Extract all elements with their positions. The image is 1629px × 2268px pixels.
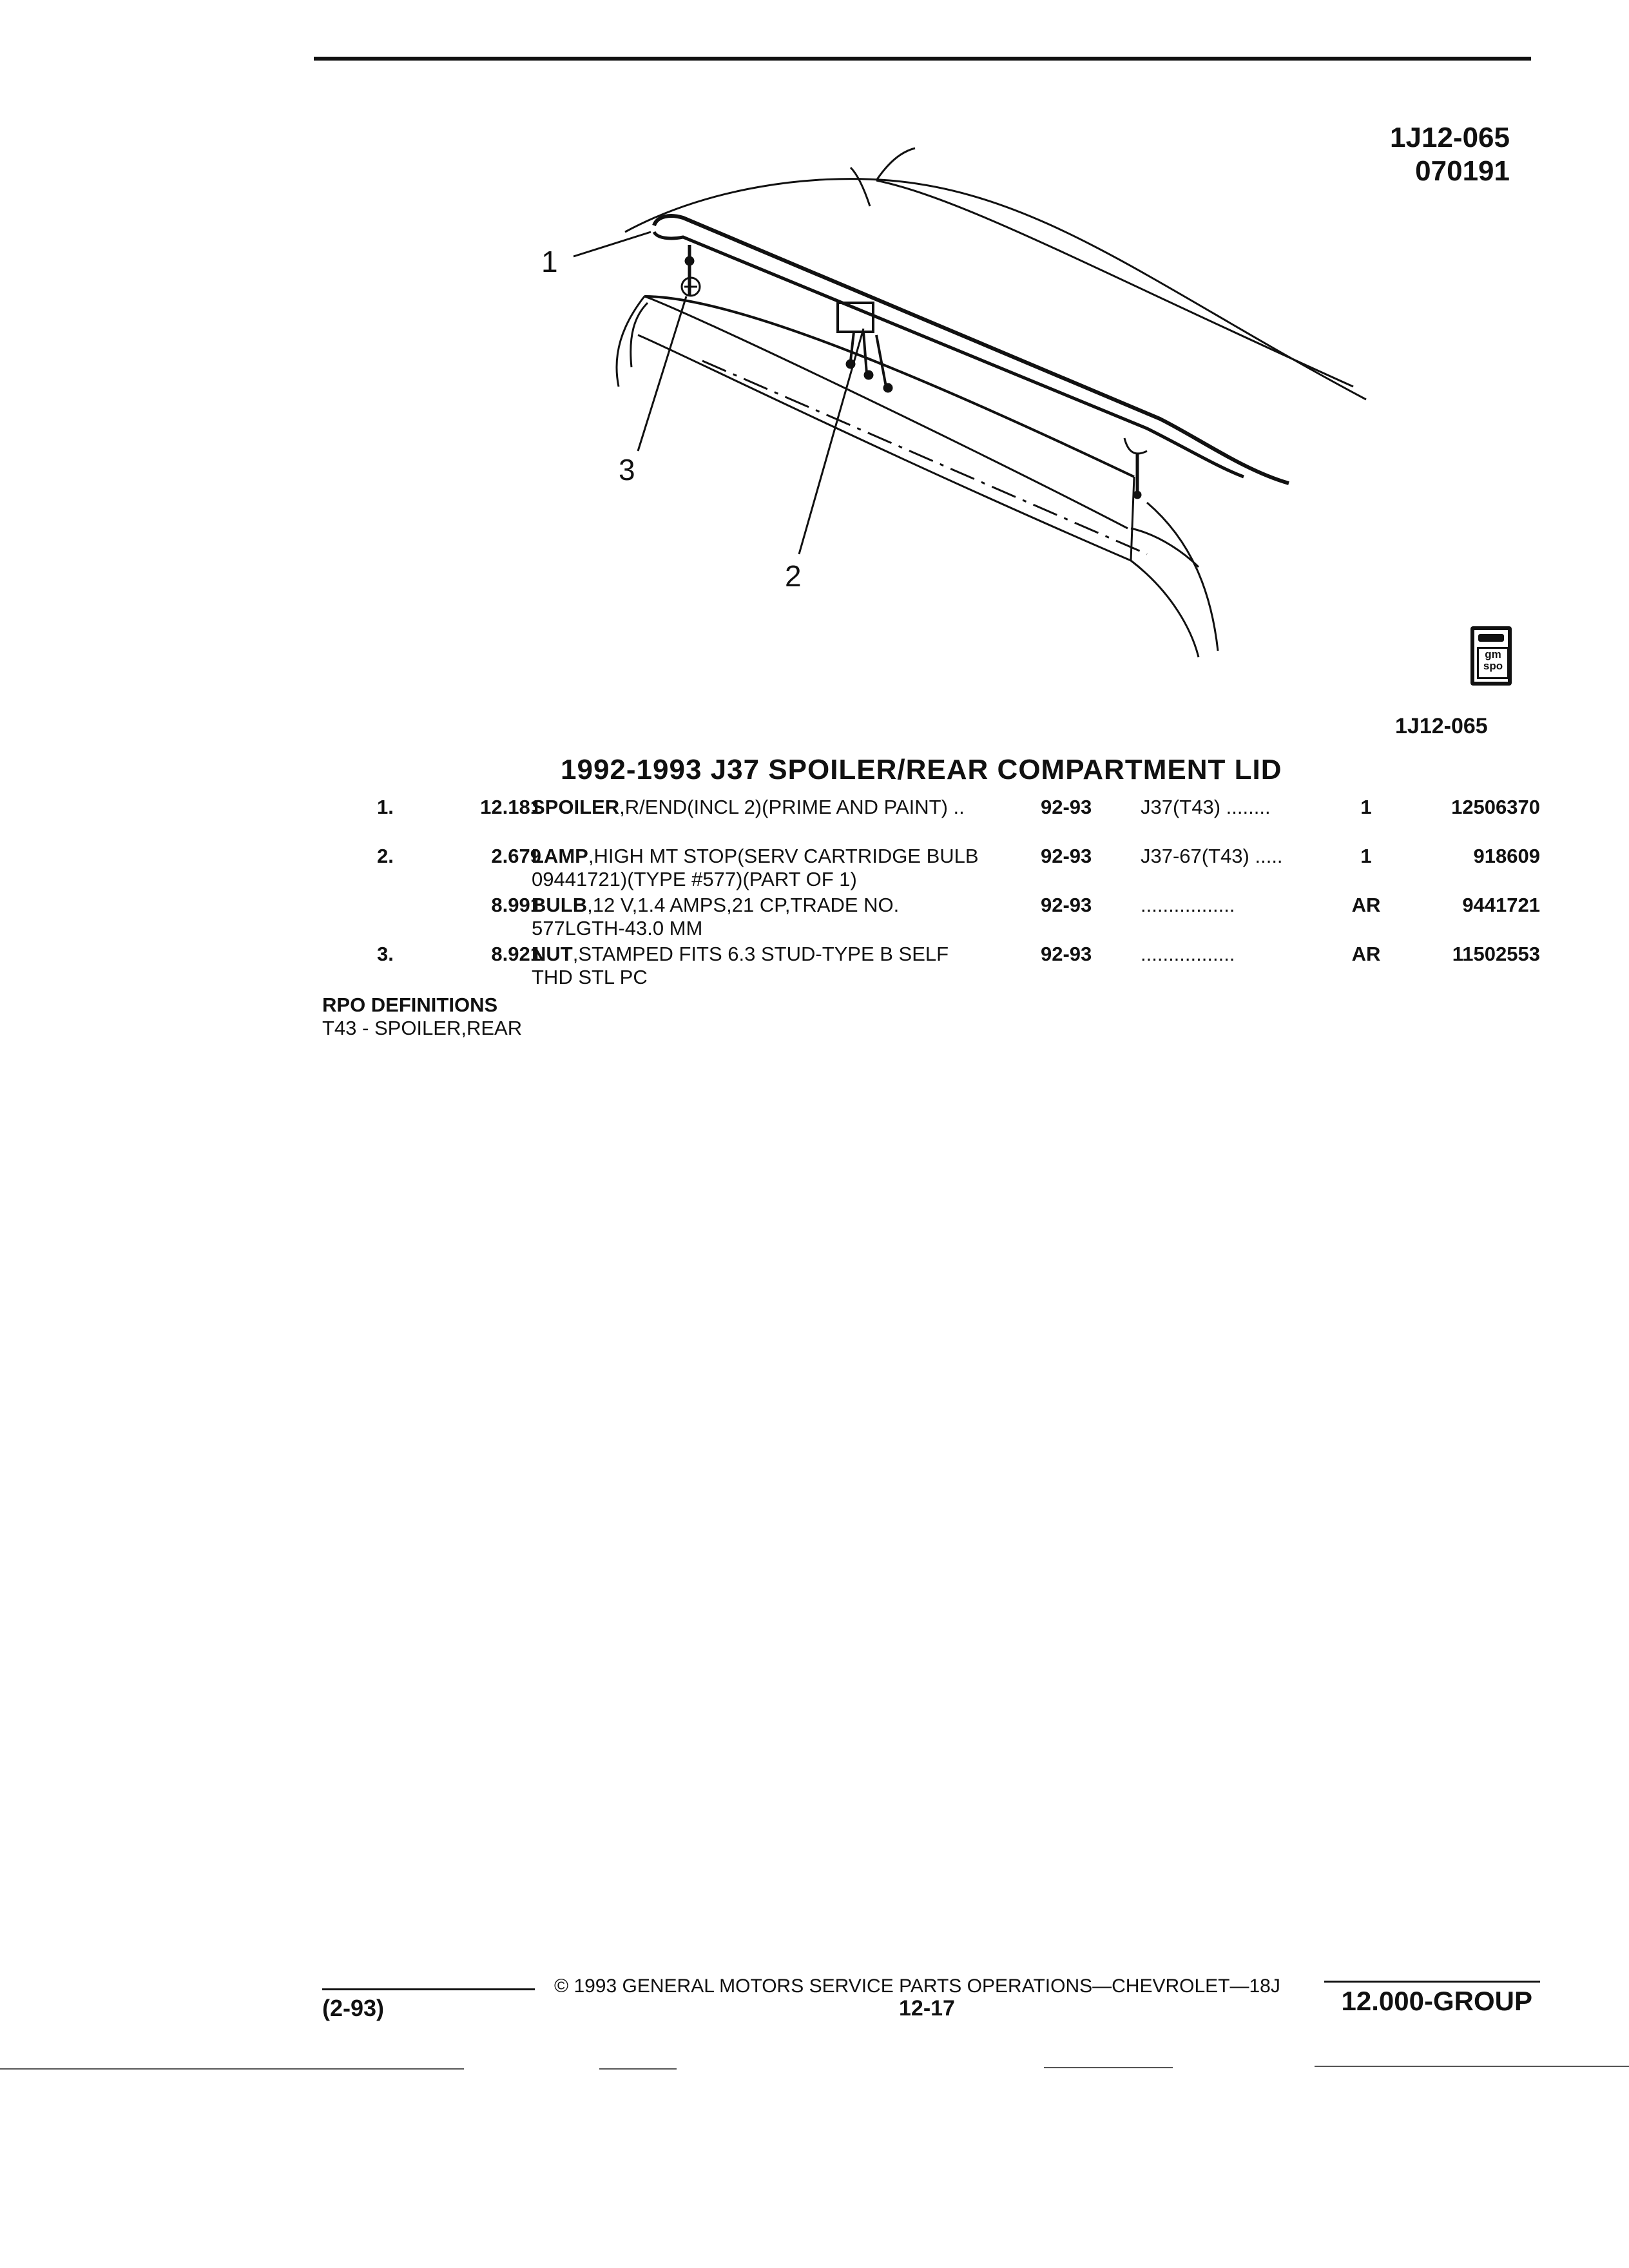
part-number: 9441721 xyxy=(1462,894,1540,916)
part-detail: ,12 V,1.4 AMPS,21 CP,TRADE NO. xyxy=(587,894,900,916)
application xyxy=(1141,943,1235,966)
leader-dots: ................. xyxy=(1141,894,1235,916)
scan-artifact-line xyxy=(1044,2067,1173,2068)
part-description: SPOILER,R/END(INCL 2)(PRIME AND PAINT) .. xyxy=(532,796,965,818)
rpo-definitions xyxy=(322,994,522,1040)
parts-row xyxy=(335,796,1540,845)
item-number: 1. xyxy=(377,796,394,818)
parts-row xyxy=(335,894,1540,943)
model-years: 92-93 xyxy=(1041,845,1092,867)
part-detail-2: 09441721)(TYPE #577)(PART OF 1) xyxy=(532,868,857,890)
scan-artifact-line xyxy=(599,2068,677,2070)
footer-rule-right xyxy=(1324,1981,1540,1983)
leader-dots: ........ xyxy=(1226,796,1271,818)
rpo-heading: RPO DEFINITIONS xyxy=(322,994,498,1016)
part-detail: ,HIGH MT STOP(SERV CARTRIDGE BULB xyxy=(588,845,979,867)
application: J37(T43) ........ xyxy=(1141,796,1271,818)
section-ref: 1J12-065 xyxy=(1395,714,1488,738)
part-name: SPOILER xyxy=(532,796,620,818)
model-years: 92-93 xyxy=(1041,796,1092,818)
group-number: 8.991 xyxy=(491,894,541,916)
footer-rule-left xyxy=(322,1988,535,1990)
part-name: LAMP xyxy=(532,845,588,867)
part-description xyxy=(532,943,1054,989)
part-name: NUT xyxy=(532,943,573,965)
application: J37-67(T43) ..... xyxy=(1141,845,1283,867)
header-rule xyxy=(314,57,1531,61)
part-detail: ,R/END(INCL 2)(PRIME AND PAINT) xyxy=(619,796,948,818)
application xyxy=(1141,894,1235,917)
group-number: 12.181 xyxy=(480,796,541,818)
group-number: 2.679 xyxy=(491,845,541,867)
parts-row xyxy=(335,943,1540,992)
model-years: 92-93 xyxy=(1041,943,1092,965)
quantity: 1 xyxy=(1360,796,1372,818)
quantity: AR xyxy=(1351,894,1381,916)
item-number: 3. xyxy=(377,943,394,965)
section-title: 1992-1993 J37 SPOILER/REAR COMPARTMENT LID xyxy=(561,754,1282,785)
scan-artifact-line xyxy=(0,2068,464,2070)
page-number: 12-17 xyxy=(899,1996,955,2021)
gm-spo-logo-text: gm spo xyxy=(1477,647,1509,679)
ref-date: 070191 xyxy=(1415,155,1510,187)
quantity: 1 xyxy=(1360,845,1372,867)
item-number: 2. xyxy=(377,845,394,867)
quantity: AR xyxy=(1351,943,1381,965)
parts-list xyxy=(335,796,1540,992)
part-name: BULB xyxy=(532,894,588,916)
part-description xyxy=(532,894,1054,940)
part-detail: ,STAMPED FITS 6.3 STUD-TYPE B SELF xyxy=(572,943,949,965)
revision-date: (2-93) xyxy=(322,1995,385,2021)
part-description xyxy=(532,845,1054,891)
group-label: 12.000-GROUP xyxy=(1341,1986,1532,2016)
part-detail-2: 577LGTH-43.0 MM xyxy=(532,917,703,939)
spoiler-diagram xyxy=(516,142,1405,670)
part-number: 11502553 xyxy=(1452,943,1540,965)
callout-2: 2 xyxy=(785,559,802,593)
model-years: 92-93 xyxy=(1041,894,1092,916)
scan-artifact-line xyxy=(1315,2066,1629,2067)
callout-3: 3 xyxy=(619,453,635,486)
group-number: 8.921 xyxy=(491,943,541,965)
copyright: © 1993 GENERAL MOTORS SERVICE PARTS OPERATIONS—CHEVROLET—18J xyxy=(554,1975,1280,1997)
part-number: 918609 xyxy=(1473,845,1540,867)
callout-1: 1 xyxy=(541,245,558,278)
ref-code: 1J12-065 xyxy=(1390,122,1510,153)
leader-dots: ..... xyxy=(1255,845,1283,867)
gm-spo-logo xyxy=(1470,626,1512,686)
leader-dots: ................. xyxy=(1141,943,1235,965)
rpo-item: T43 - SPOILER,REAR xyxy=(322,1017,523,1039)
parts-row xyxy=(335,845,1540,894)
part-detail-2: THD STL PC xyxy=(532,966,648,988)
part-number: 12506370 xyxy=(1451,796,1540,818)
